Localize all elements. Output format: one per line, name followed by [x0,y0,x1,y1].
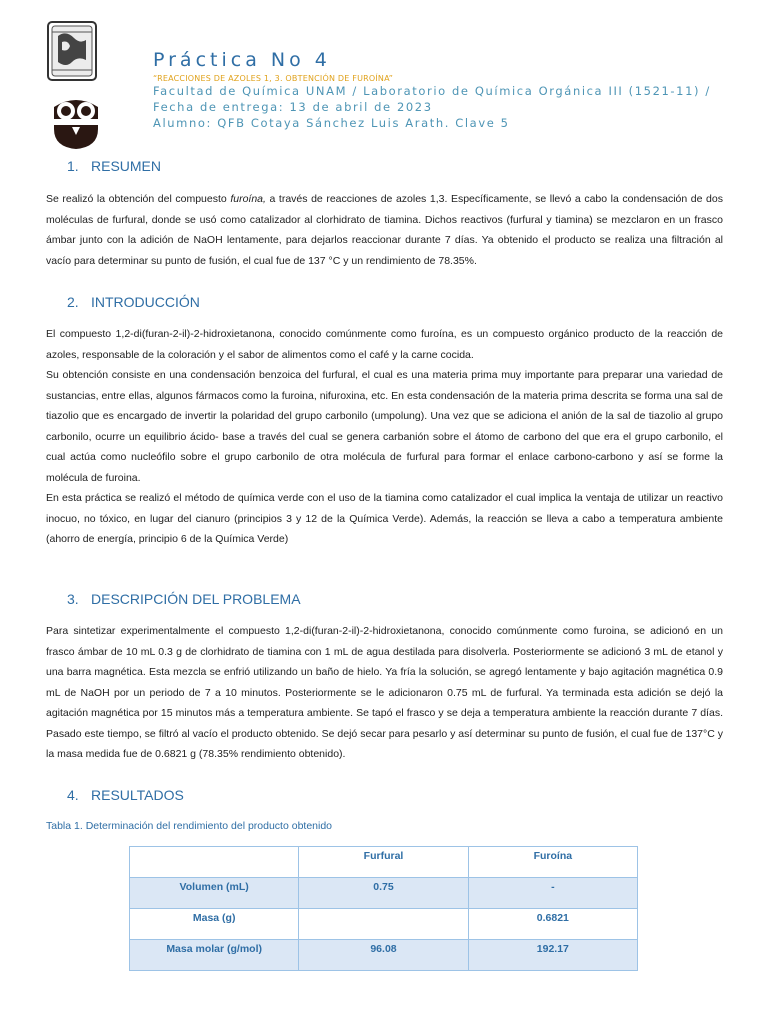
table-header-row [130,847,638,878]
section-heading-introduccion: 2. INTRODUCCIÓN [67,294,200,310]
intro-paragraph-1: El compuesto 1,2-di(furan-2-il)-2-hidroxietanona, conocido comúnmente como furoína, es un compuesto orgánico producto de la reacción de azoles, responsable de la coloración y el sabor de alimentos como el café y la carne cocida. [46,328,723,361]
table-header-cell: Furfural [299,847,468,878]
document-header [0,0,768,150]
title-block [153,48,753,131]
logos [46,20,104,156]
table-header-cell [130,847,299,878]
introduccion-paragraphs [46,324,723,550]
due-date-line: Fecha de entrega: 13 de abril de 2023 [153,100,433,114]
resumen-paragraph: Se realizó la obtención del compuesto furoína, a través de reacciones de azoles 1,3. Específicamente, se llevó a cabo la condensación de dos moléculas de furfural, donde se usó como catalizador al clorhidrato de tiamina. Dichos reactivos (furfural y tiamina) se mezclaron en un frasco ámbar junto con la adición de NaOH lentamente, para dejarlos reaccionar durante 7 días. Ya obtenido el producto se realiza una filtración al vacío para determinar su punto de fusión, el cual fue de 137 °C y un rendimiento de 78.35%. [46,193,723,267]
furoina-emphasis: furoína, [230,193,266,205]
document-title: Práctica No 4 [153,49,331,71]
unam-crest-icon [46,20,98,82]
owl-logo-icon [46,93,106,151]
table-cell: 0.6821 [468,909,637,940]
table-cell: - [468,878,637,909]
table-cell: Volumen (mL) [130,878,299,909]
faculty-line: Facultad de Química UNAM / Laboratorio de Química Orgánica III (1521-11) / [153,84,711,98]
section-heading-resultados: 4. RESULTADOS [67,787,184,803]
table-cell: 0.75 [299,878,468,909]
student-line: Alumno: QFB Cotaya Sánchez Luis Arath. Clave 5 [153,116,510,130]
table-cell [299,909,468,940]
descripcion-paragraph: Para sintetizar experimentalmente el compuesto 1,2-di(furan-2-il)-2-hidroxietanona, conocido comúnmente como furoina, se adicionó en un frasco ámbar de 10 mL 0.3 g de clorhidrato de tiamina con 1 mL de agua destilada para disolverla. Posteriormente se adicionó 3 mL de etanol y una barra magnética. Esta mezcla se enfrió utilizando un baño de hielo. Ya fría la solución, se agregó lentamente y bajo agitación magnética 0.9 mL de NaOH por un periodo de 7 a 10 minutos. Posteriormente se le adicionaron 0.75 mL de furfural. Ya terminada esta adición se dejó la agitación magnética por 15 minutos más a temperatura ambiente. Se tapó el frasco y se deja a temperatura ambiente la reacción durante 7 días. Pasado este tiempo, se filtró al vacío el producto obtenido. Se dejó secar para pesarlo y así determinar su punto de fusión, el cual fue de 137°C y la masa medida fue de 0.6821 g (78.35% rendimiento obtenido). [46,625,723,760]
table-cell: 96.08 [299,940,468,971]
intro-paragraph-2: Su obtención consiste en una condensación benzoica del furfural, el cual es una materia prima muy importante para preparar una variedad de sustancias, entre ellas, algunos fármacos como la furoina, nifuroxina, etc. En esta condensación de la materia prima descrita se forma una sal de tiazolio que es encargado de invertir la polaridad del grupo carbonilo (umpolung). Una vez que se adiciona el anión de la sal de tiazolio al grupo carbonilo, ocurre un equilibrio ácido- base a través del cual se genera carbanión sobre el átomo de carbono del que era el grupo carbonilo, el cual actúa como nucleófilo sobre el grupo carbonilo de otra molécula de furfural para formar el enlace carbono-carbono y así se forme la molécula de furoina. [46,369,723,484]
table-caption: Tabla 1. Determinación del rendimiento del producto obtenido [46,820,333,832]
document-subtitle: “REACCIONES DE AZOLES 1, 3. OBTENCIÓN DE FUROÍNA” [153,74,394,83]
intro-paragraph-3: En esta práctica se realizó el método de química verde con el uso de la tiamina como catalizador el cual implica la ventaja de utilizar un reactivo inocuo, no tóxico, en lugar del cianuro (principios 3 y 12 de la Química Verde). Además, la reacción se lleva a cabo a temperatura ambiente (ahorro de energía, principio 6 de la Química Verde) [46,492,723,545]
table-cell: 192.17 [468,940,637,971]
table-cell: Masa molar (g/mol) [130,940,299,971]
results-table [129,846,638,971]
section-heading-descripcion: 3. DESCRIPCIÓN DEL PROBLEMA [67,591,301,607]
table-row [130,909,638,940]
table-row [130,878,638,909]
table-header-cell: Furoína [468,847,637,878]
section-heading-resumen: 1. RESUMEN [67,158,162,174]
table-cell: Masa (g) [130,909,299,940]
table-row [130,940,638,971]
